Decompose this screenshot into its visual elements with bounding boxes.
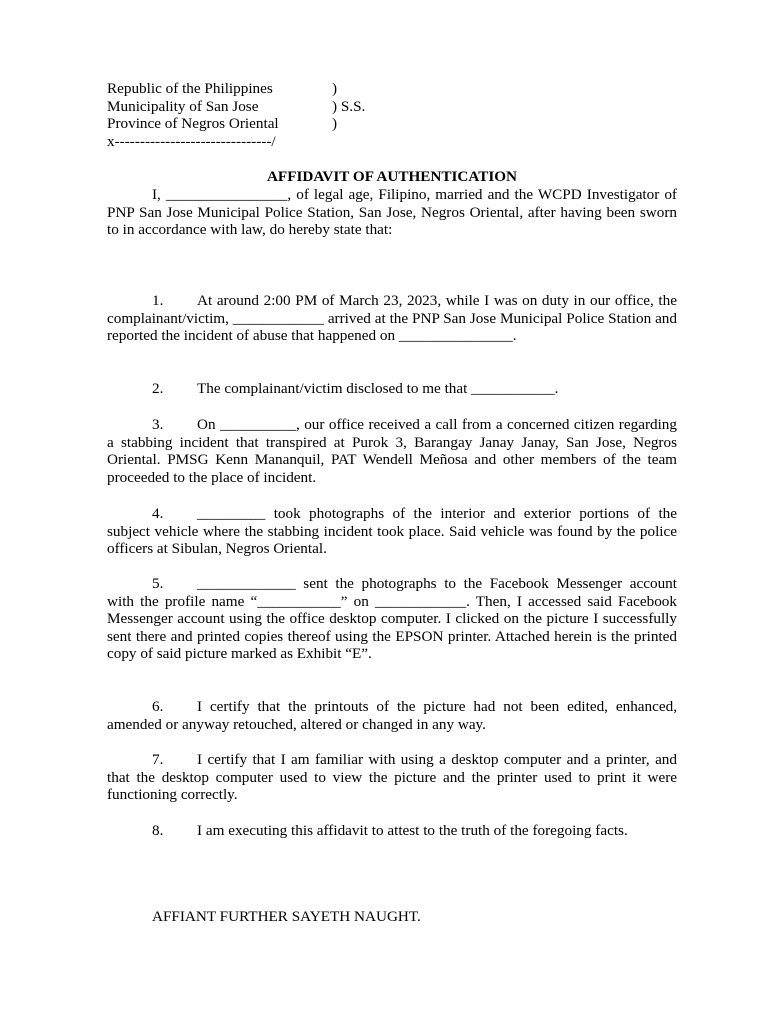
- paragraph-number: 5.: [152, 575, 164, 592]
- intro-paragraph: [107, 186, 677, 239]
- closing-statement: AFFIANT FURTHER SAYETH NAUGHT.: [152, 908, 421, 925]
- paragraph-text: I certify that the printouts of the picture had not been edited, enhanced, amended or anyway retouched, altered or changed in any way.: [107, 698, 677, 733]
- venue-province: Province of Negros Oriental: [107, 115, 279, 133]
- venue-row: [107, 115, 365, 133]
- paragraph-text: _________ took photographs of the interior and exterior portions of the subject vehicle where the stabbing incident took place. Said vehicle was found by the police officers at Sibulan, Negros Oriental.: [107, 505, 677, 558]
- numbered-paragraph-5: [107, 575, 677, 663]
- numbered-paragraph-7: [107, 751, 677, 804]
- paragraph-text: The complainant/victim disclosed to me that ___________.: [197, 380, 559, 397]
- venue-row: [107, 98, 365, 116]
- paragraph-number: 8.: [152, 822, 164, 839]
- paragraph-number: 2.: [152, 380, 164, 397]
- numbered-paragraph-8: [107, 822, 677, 840]
- numbered-paragraph-4: [107, 505, 677, 558]
- paragraph-number: 6.: [152, 698, 164, 715]
- paragraph-text: On __________, our office received a call from a concerned citizen regarding a stabbing incident that transpired at Purok 3, Barangay Janay Janay, San Jose, Negros Oriental. PMSG Kenn Mananquil, PAT Wendell Meñosa and other members of the team proceeded to the place of incident.: [107, 416, 677, 486]
- numbered-paragraph-2: [107, 380, 677, 398]
- paragraph-number: 7.: [152, 751, 164, 768]
- venue-row: [107, 80, 365, 98]
- paragraph-number: 4.: [152, 505, 164, 522]
- paragraph-text: I certify that I am familiar with using a desktop computer and a printer, and that the desktop computer used to view the picture and the printer used to print it were functioning correctly.: [107, 751, 677, 804]
- paragraph-text: I am executing this affidavit to attest to the truth of the foregoing facts.: [197, 822, 628, 839]
- intro-text: I, ________________, of legal age, Filipino, married and the WCPD Investigator of PNP San Jose Municipal Police Station, San Jose, Negros Oriental, after having been sworn to in accordance with law, do hereby state that:: [107, 186, 677, 239]
- paragraph-text: At around 2:00 PM of March 23, 2023, while I was on duty in our office, the complainant/victim, ____________ arrived at the PNP San Jose Municipal Police Station and reported the incident of abuse that happened on _______________.: [107, 292, 677, 345]
- paragraph-number: 1.: [152, 292, 164, 309]
- venue-bracket: ): [332, 80, 338, 97]
- numbered-paragraph-6: [107, 698, 677, 733]
- venue-country: Republic of the Philippines: [107, 80, 273, 97]
- venue-municipality: Municipality of San Jose: [107, 97, 259, 115]
- venue-separator: x-------------------------------/: [107, 132, 276, 150]
- venue-bracket: ): [332, 115, 338, 133]
- venue-ss-mark: ) S.S.: [332, 97, 366, 115]
- venue-block: [107, 80, 365, 150]
- numbered-paragraph-1: [107, 292, 677, 345]
- paragraph-number: 3.: [152, 416, 164, 433]
- document-title: AFFIDAVIT OF AUTHENTICATION: [266, 168, 518, 185]
- paragraph-text: _____________ sent the photographs to the Facebook Messenger account with the profile name “___________” on ____________. Then, I accessed said Facebook Messenger account using the office desktop computer. I clicked on the picture I successfully sent there and printed copies thereof using the EPSON printer. Attached herein is the printed copy of said picture marked as Exhibit “E”.: [107, 575, 677, 663]
- numbered-paragraph-3: [107, 416, 677, 486]
